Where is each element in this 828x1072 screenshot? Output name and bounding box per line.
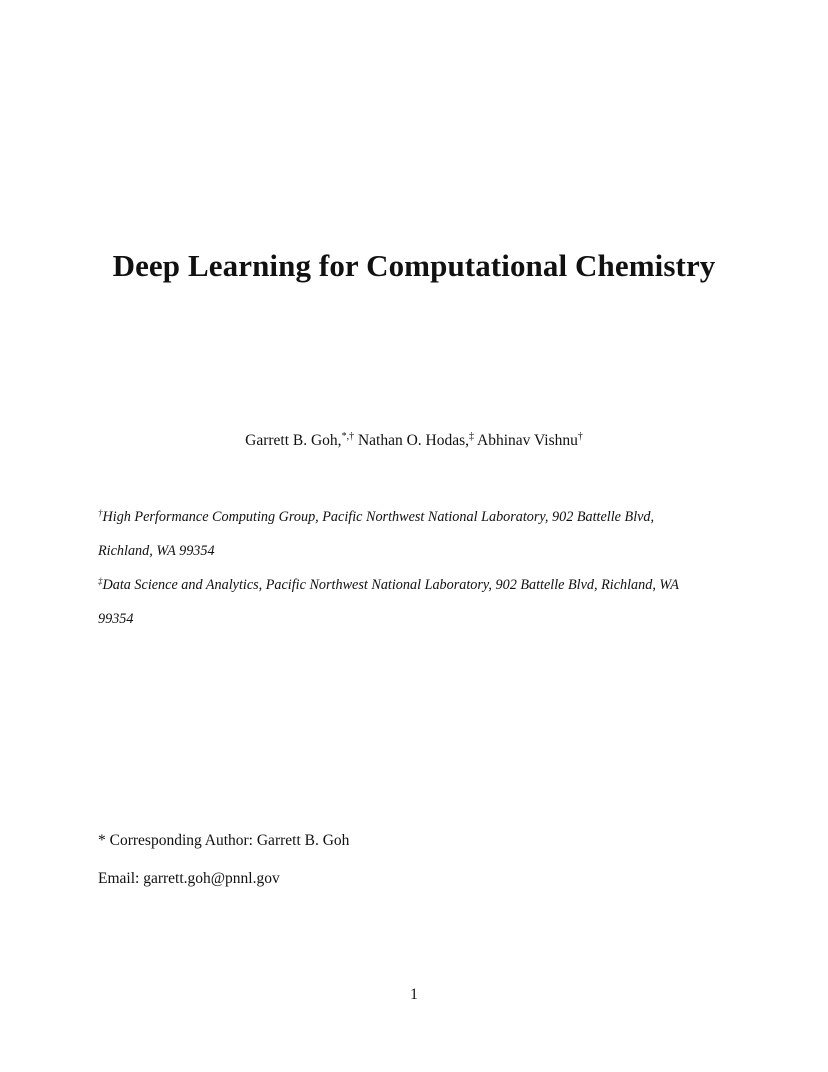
author-name: Abhinav Vishnu	[477, 432, 578, 449]
affiliation-line	[98, 577, 679, 594]
affiliation-mark: ‡	[98, 576, 103, 586]
author-name: Garrett B. Goh,	[245, 432, 342, 449]
affiliation-mark: †	[98, 508, 103, 518]
affiliation-text: Data Science and Analytics, Pacific Northwest National Laboratory, 902 Battelle Blvd, Richland, WA	[102, 577, 679, 593]
author-list	[0, 432, 828, 450]
affiliation-line	[98, 509, 654, 526]
author-affiliation-mark: *,†	[341, 431, 355, 442]
corresponding-author: * Corresponding Author: Garrett B. Goh	[98, 832, 350, 849]
author-name: Nathan O. Hodas,	[357, 432, 469, 449]
author-affiliation-mark: ‡	[469, 431, 474, 442]
affiliation-line: 99354	[98, 611, 134, 627]
paper-title: Deep Learning for Computational Chemistry	[112, 248, 716, 283]
affiliation-line: Richland, WA 99354	[98, 543, 215, 559]
contact-email: Email: garrett.goh@pnnl.gov	[98, 870, 280, 887]
page-number: 1	[410, 986, 418, 1003]
affiliation-text: High Performance Computing Group, Pacific Northwest National Laboratory, 902 Battelle Blvd,	[102, 509, 655, 525]
author-affiliation-mark: †	[577, 431, 583, 442]
